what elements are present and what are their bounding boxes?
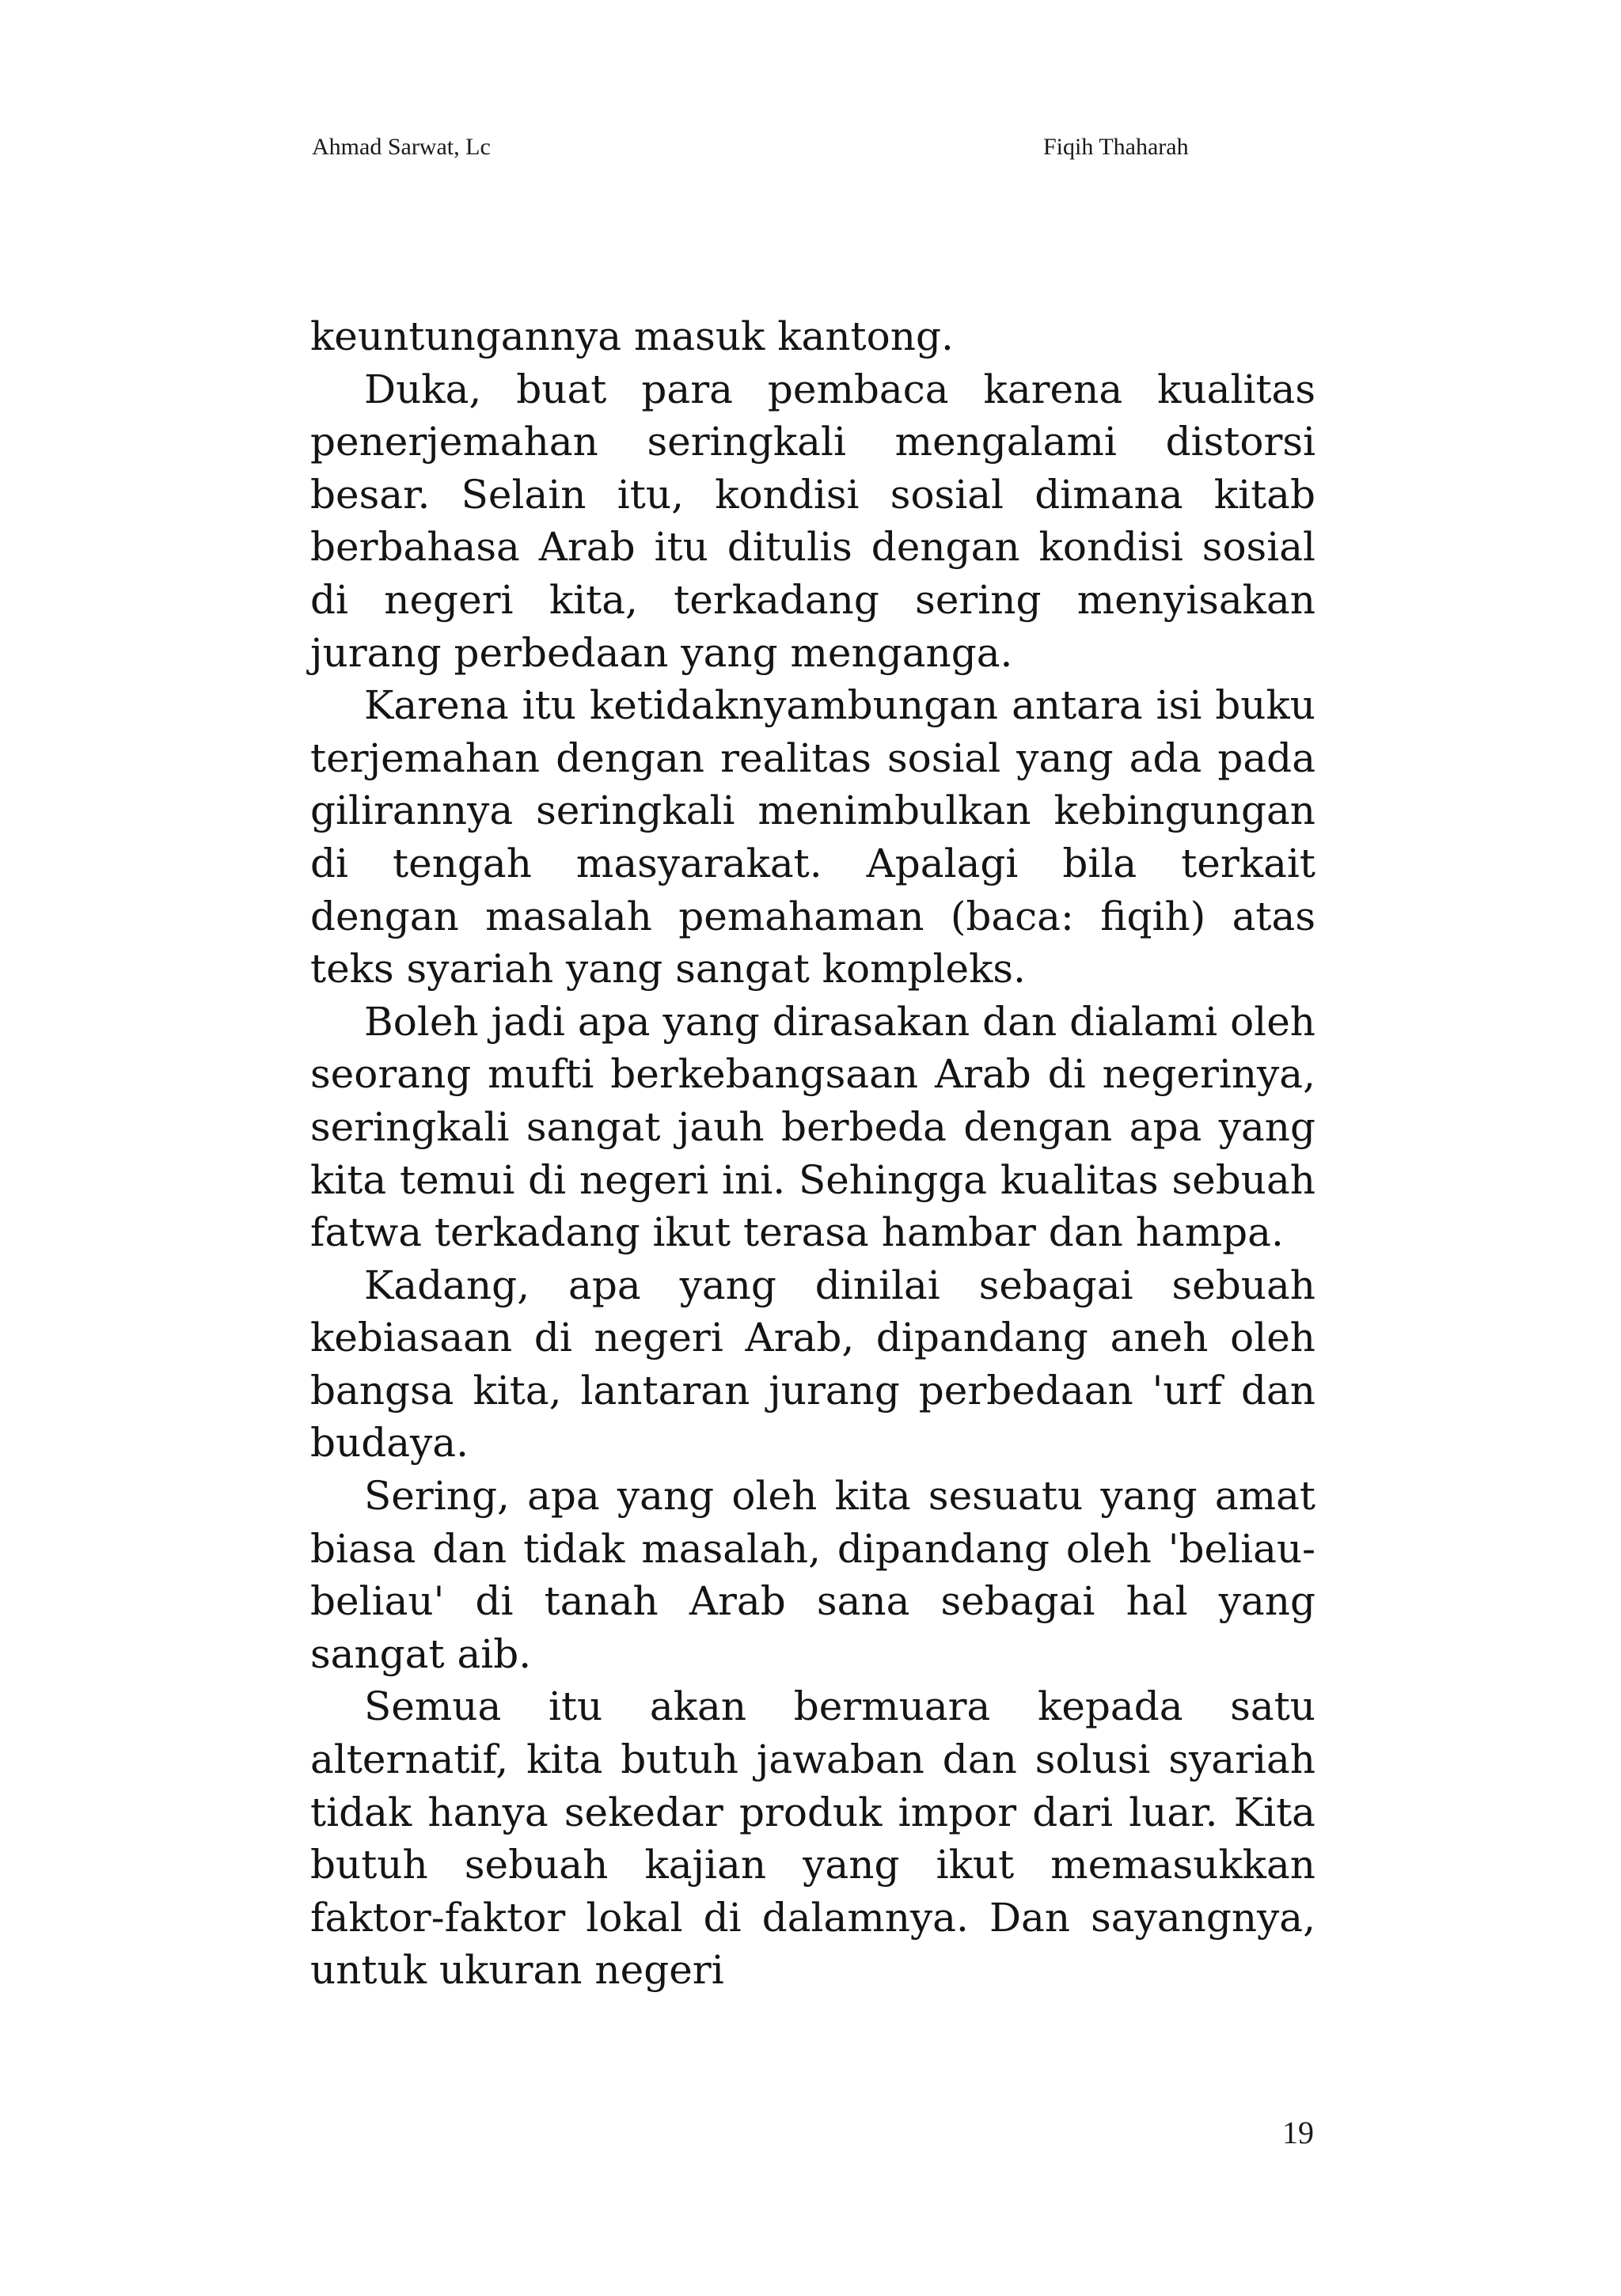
paragraph: Duka, buat para pembaca karena kualitas penerjemahan seringkali mengalami distorsi besar. Selain itu, kondisi sosial dimana kitab berbahasa Arab itu ditulis dengan kondisi sosial di negeri kita, terkadang sering menyisakan jurang perbedaan yang menganga.: [310, 366, 1315, 676]
paragraph: Boleh jadi apa yang dirasakan dan dialami oleh seorang mufti berkebangsaan Arab di negerinya, seringkali sangat jauh berbeda dengan apa yang kita temui di negeri ini. Sehingga kualitas sebuah fatwa terkadang ikut terasa hambar dan hampa.: [310, 998, 1315, 1256]
running-header-author: Ahmad Sarwat, Lc: [312, 134, 491, 160]
paragraph: Karena itu ketidaknyambungan antara isi buku terjemahan dengan realitas sosial yang ada pada gilirannya seringkali menimbulkan kebingungan di tengah masyarakat. Apalagi bila terkait dengan masalah pemahaman (baca: fiqih) atas teks syariah yang sangat kompleks.: [310, 682, 1315, 992]
paragraph: Kadang, apa yang dinilai sebagai sebuah kebiasaan di negeri Arab, dipandang aneh oleh bangsa kita, lantaran jurang perbedaan 'urf dan budaya.: [310, 1262, 1315, 1467]
paragraph-continuation: keuntungannya masuk kantong.: [310, 313, 954, 359]
running-header-title: Fiqih Thaharah: [1043, 134, 1189, 160]
page-number: 19: [1282, 2115, 1314, 2150]
body-text: [310, 310, 1315, 1997]
paragraph: Semua itu akan bermuara kepada satu alternatif, kita butuh jawaban dan solusi syariah tidak hanya sekedar produk impor dari luar. Kita butuh sebuah kajian yang ikut memasukkan faktor-faktor lokal di dalamnya. Dan sayangnya, untuk ukuran negeri: [310, 1683, 1315, 1994]
paragraph: Sering, apa yang oleh kita sesuatu yang amat biasa dan tidak masalah, dipandang oleh 'beliau-beliau' di tanah Arab sana sebagai hal yang sangat aib.: [310, 1473, 1315, 1677]
